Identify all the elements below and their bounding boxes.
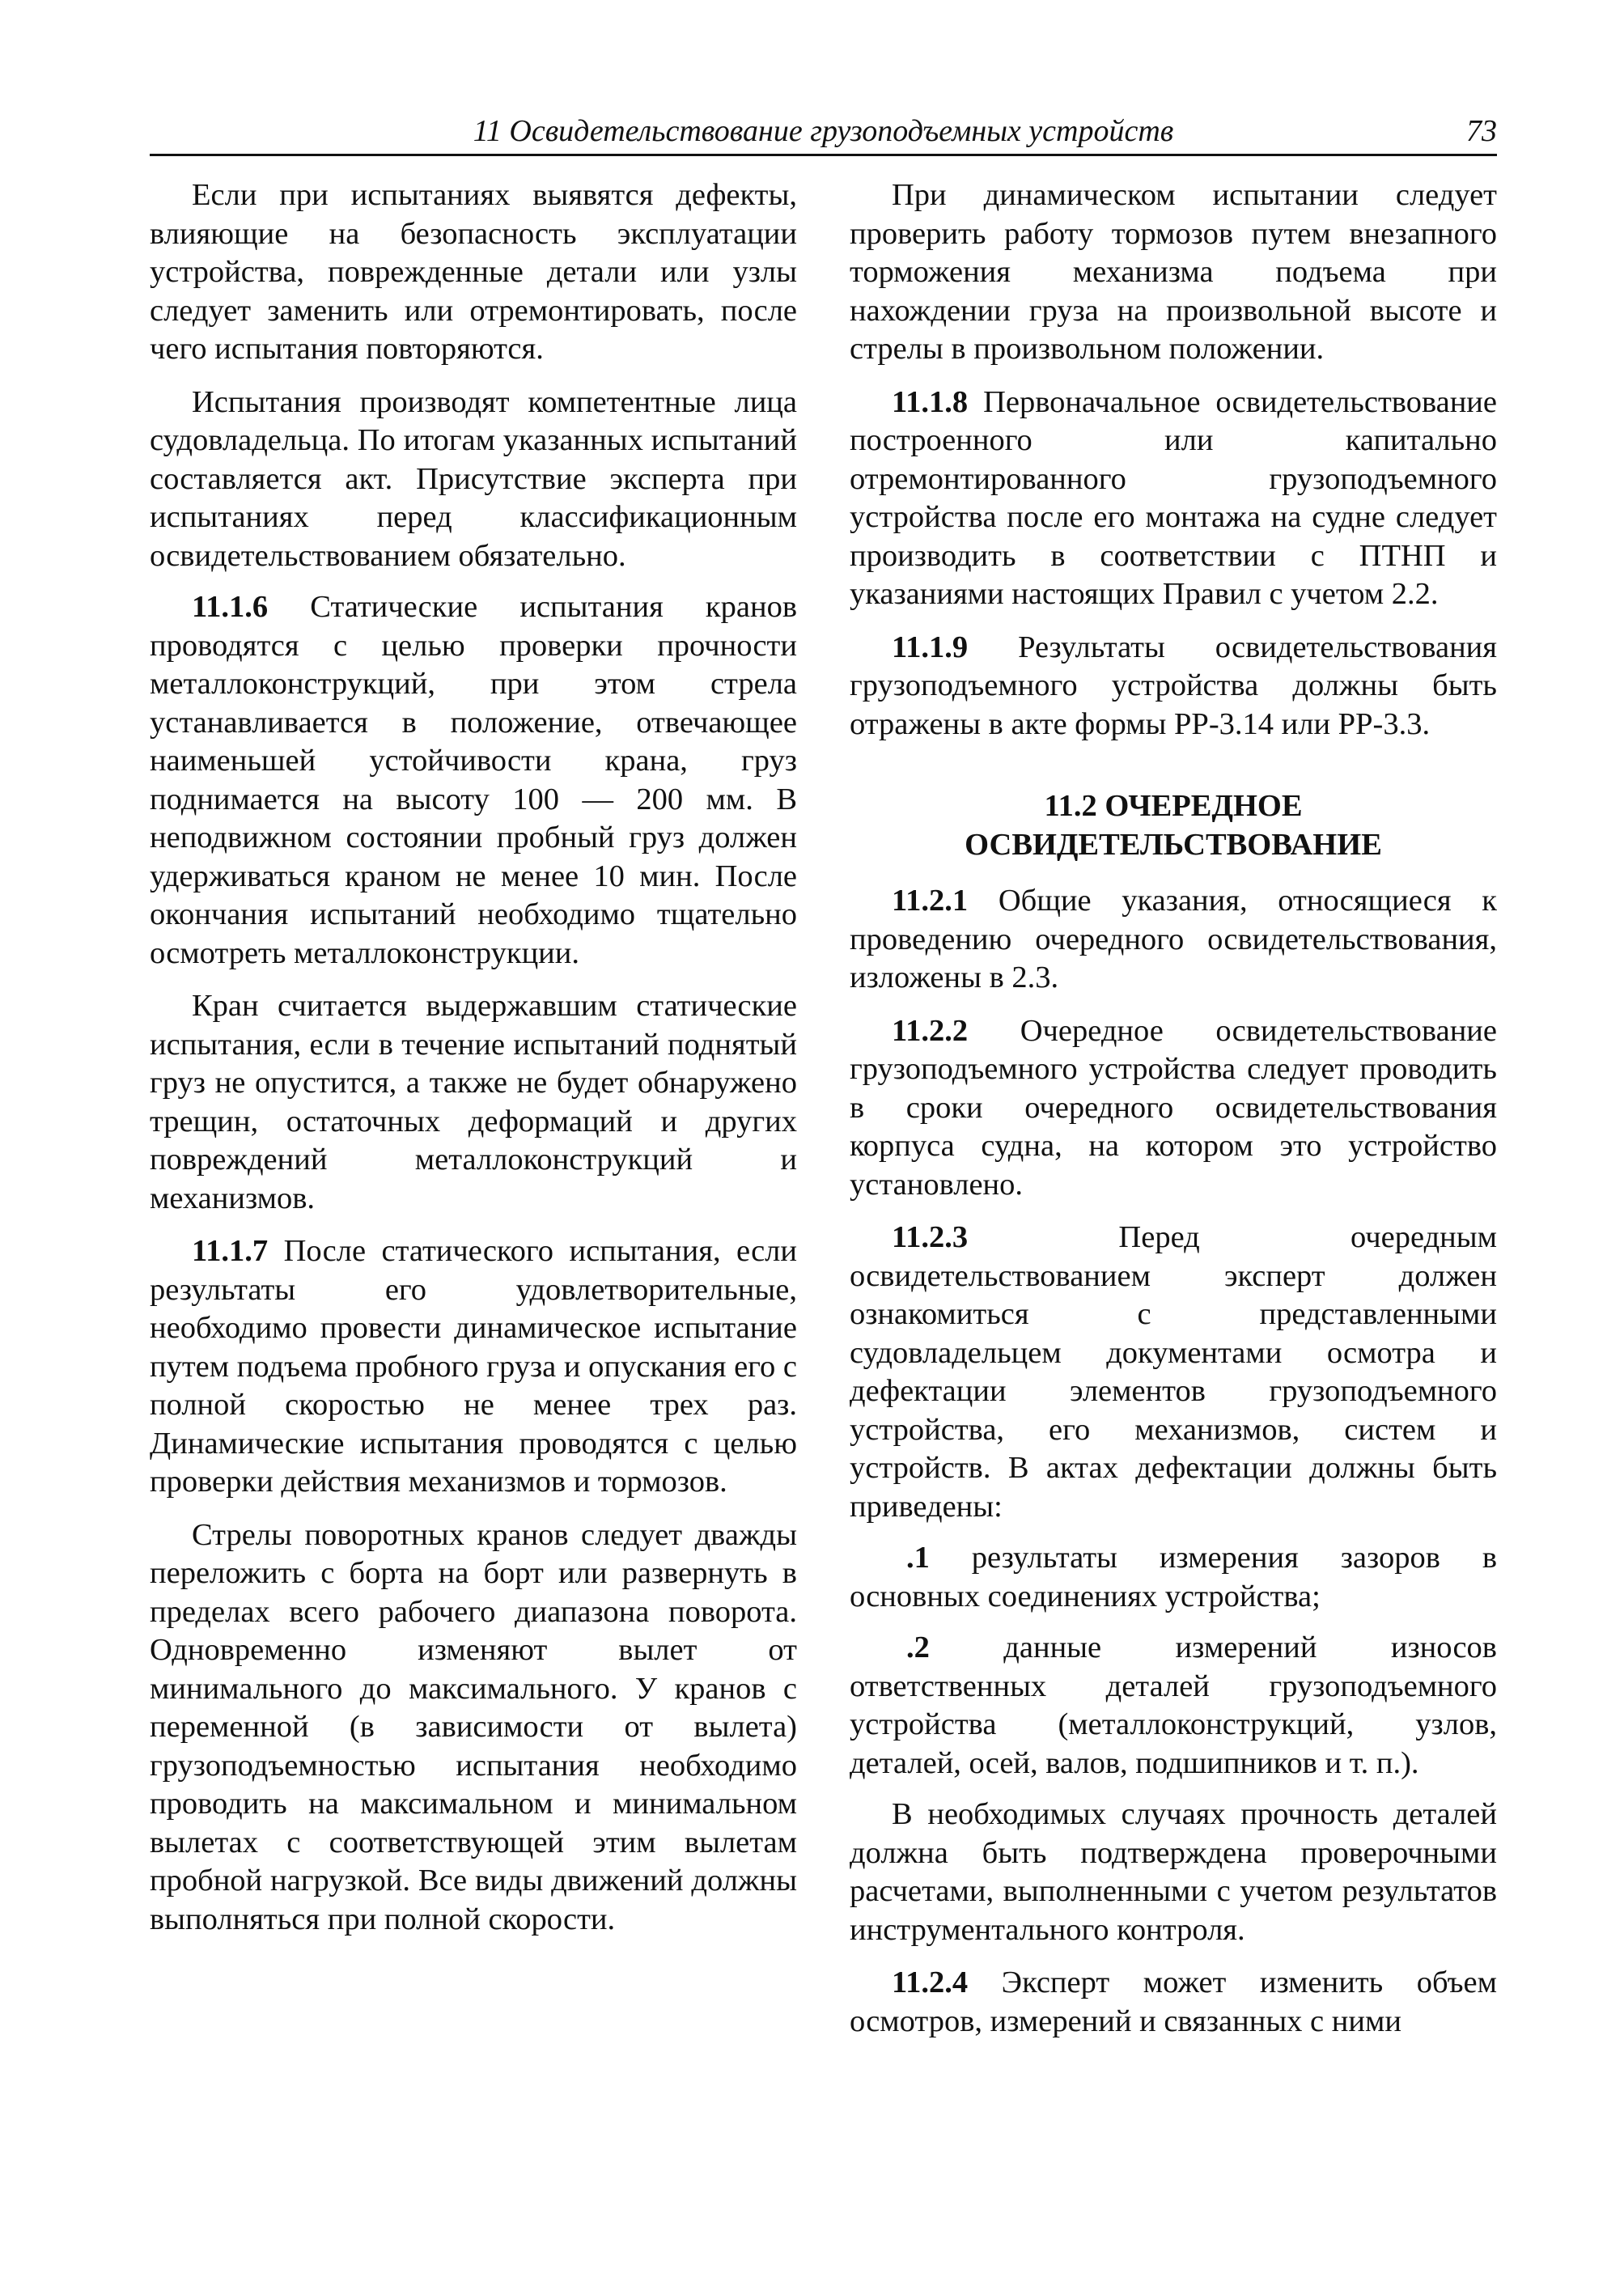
paragraph [850, 1219, 1497, 1526]
item-number: .2 [906, 1630, 930, 1664]
paragraph [150, 588, 797, 973]
item-text: результаты измерения зазоров в основных соединениях устройства; [850, 1541, 1497, 1613]
clause-text: Статические испытания кранов проводятся с целью проверки прочности металлоконструкций, при этом стрела устанавливается в положение, отвечающее наименьшей устойчивости крана, груз поднимается на высоту 100 — 200 мм. В неподвижном состоянии пробный груз должен удерживаться краном не менее 10 мин. После окончания испытаний необходимо тщательно осмотреть металлоконструкции. [150, 590, 797, 970]
clause-number: 11.2.3 [892, 1220, 969, 1254]
paragraph [850, 384, 1497, 614]
paragraph [850, 1012, 1497, 1205]
clause-number: 11.2.1 [892, 884, 969, 918]
clause-number: 11.1.9 [892, 630, 969, 664]
left-column [150, 176, 797, 1953]
paragraph [850, 882, 1497, 998]
clause-text: Эксперт может изменить объем осмотров, измерений и связанных с ними [850, 1965, 1497, 2038]
paragraph: Стрелы поворотных кранов следует дважды переложить с борта на борт или развернуть в пределах всего рабочего диапазона поворота. Одновременно изменяют вылет от минимального до максимального. У кранов с переменной (в зависимости от вылета) грузоподъемностью испытания необходимо проводить на максимальном и минимальном вылетах с соответствующей этим вылетам пробной нагрузкой. Все виды движений должны выполняться при полной скорости. [150, 1517, 797, 1936]
paragraph [850, 629, 1497, 744]
clause-text: После статического испытания, если результаты его удовлетворительные, необходимо провести динамическое испытание путем подъема пробного груза и опускания его с полной скоростью не менее трех раз. Динамические испытания проводятся с целью проверки действия механизмов и тормозов. [150, 1234, 797, 1499]
list-item [850, 1629, 1497, 1783]
clause-text: Общие указания, относящиеся к проведению очередного освидетельствования, изложены в 2.3. [850, 884, 1497, 994]
section-heading [850, 787, 1497, 864]
paragraph: Испытания производят компетентные лица судовладельца. По итогам указанных испытаний составляется акт. Присутствие эксперта при испытаниях перед классификационным освидетельствованием обязательно. [150, 384, 797, 573]
clause-text: Первоначальное освидетельствование построенного или капитально отремонтированного грузоподъемного устройства после его монтажа на судне следует производить в соответствии с ПТНП и указаниями настоящих Правил с учетом 2.2. [850, 384, 1497, 611]
clause-number: 11.2.4 [892, 1965, 969, 1999]
section-heading-line: 11.2 ОЧЕРЕДНОЕ [1044, 789, 1303, 823]
clause-text: Перед очередным освидетельствованием эксперт должен ознакомиться с представленными судовладельцем документами осмотра и дефектации элементов грузоподъемного устройства, его механизмов, систем и устройств. В актах дефектации должны быть приведены: [850, 1220, 1497, 1524]
section-heading-line: ОСВИДЕТЕЛЬСТВОВАНИЕ [965, 827, 1382, 862]
clause-number: 11.1.8 [892, 384, 969, 419]
item-number: .1 [906, 1541, 930, 1575]
item-text: данные измерений износов ответственных деталей грузоподъемного устройства (металлоконструкций, узлов, деталей, осей, валов, подшипников и т. п.). [850, 1630, 1497, 1780]
clause-number: 11.2.2 [892, 1013, 969, 1048]
clause-text: Результаты освидетельствования грузоподъемного устройства должны быть отражены в акте формы РР-3.14 или РР-3.3. [850, 630, 1497, 741]
paragraph: Кран считается выдержавшим статические испытания, если в течение испытаний поднятый груз не опустится, а также не будет обнаружено трещин, остаточных деформаций и других повреждений металлоконструкций и механизмов. [150, 989, 797, 1215]
clause-text: Очередное освидетельствование грузоподъемного устройства следует проводить в сроки очередного освидетельствования корпуса судна, на котором это устройство установлено. [850, 1013, 1497, 1202]
header-title: 11 Освидетельствование грузоподъемных устройств [473, 114, 1174, 148]
right-column [850, 176, 1497, 2055]
paragraph [850, 1964, 1497, 2041]
paragraph: Если при испытаниях выявятся дефекты, влияющие на безопасность эксплуатации устройства, поврежденные детали или узлы следует заменить или отремонтировать, после чего испытания повторяются. [150, 178, 797, 366]
paragraph [150, 1232, 797, 1502]
paragraph: При динамическом испытании следует проверить работу тормозов путем внезапного торможения механизма подъема при нахождении груза на произвольной высоте и стрелы в произвольном положении. [850, 178, 1497, 366]
page-number: 73 [1466, 114, 1497, 148]
clause-number: 11.1.7 [192, 1234, 269, 1268]
running-header [150, 112, 1497, 156]
paragraph: В необходимых случаях прочность деталей должна быть подтверждена проверочными расчетами, выполненными с учетом результатов инструментального контроля. [850, 1797, 1497, 1947]
clause-number: 11.1.6 [192, 590, 269, 624]
list-item [850, 1539, 1497, 1616]
